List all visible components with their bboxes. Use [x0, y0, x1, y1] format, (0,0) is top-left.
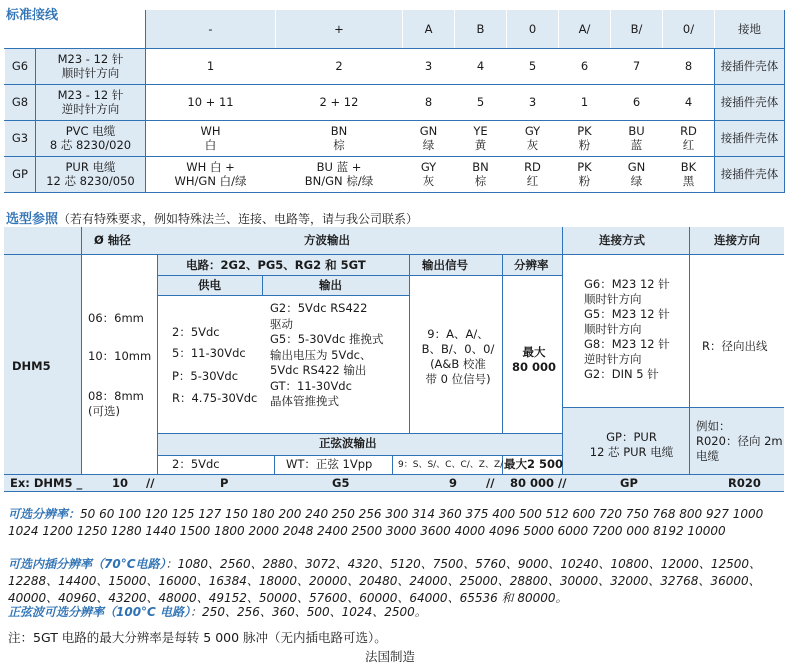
pin-cell: 4	[663, 84, 715, 120]
ground-cell: 接插件壳体	[715, 156, 785, 192]
example-cell: R020	[728, 476, 761, 490]
header-blank	[36, 10, 146, 48]
pin-cell: GN 绿	[611, 156, 663, 192]
header-connection-direction: 连接方向	[714, 233, 760, 247]
pin-cell: 8	[663, 48, 715, 84]
header-square-output: 方波输出	[304, 233, 350, 247]
header-shaft: Ø 轴径	[94, 233, 131, 247]
pin-cell: 5	[507, 48, 559, 84]
pin-cell: 8	[403, 84, 455, 120]
resolution-list	[8, 506, 783, 540]
sine-title: 正弦波输出	[319, 436, 377, 450]
sine-res-values: ：250、256、360、500、1024、2500。	[190, 605, 427, 619]
resolution-label: 可选分辨率：	[8, 507, 81, 521]
pin-cell: BN 棕	[276, 120, 403, 156]
interp-resolution-list	[8, 556, 783, 607]
selection-table	[4, 227, 784, 492]
row-code: G8	[5, 84, 36, 120]
resolution-values: 50 60 100 120 125 127 150 180 200 240 250 256 300 314 360 375 400 500 512 600 720 750 768 800 927 1000 1024 1200 1250 1280 1440 1500 1800 2000 2048 2400 2500 3000 3600 4000 4096 5000 6000 7200 000 8192 10000	[8, 507, 764, 538]
example-cell: 80 000 //	[510, 476, 567, 490]
header-cell: B/	[611, 10, 663, 48]
example-cell: //	[486, 476, 495, 490]
example-cell: P	[220, 476, 229, 490]
pin-cell: 1	[559, 84, 611, 120]
circuit-label: 电路：2G2、PG5、RG2 和 5GT	[186, 258, 366, 272]
wiring-table	[4, 10, 785, 193]
header-cell: B	[455, 10, 507, 48]
row-desc-line: M23 - 12 针	[57, 52, 124, 66]
row-desc-line: 逆时针方向	[61, 102, 120, 116]
header-cell: 0/	[663, 10, 715, 48]
example-cell: GP	[620, 476, 638, 490]
header-cell: A	[403, 10, 455, 48]
wiring-header-row	[5, 10, 785, 48]
connection-direction-option: R：径向出线	[702, 339, 768, 353]
pin-cell: 5	[455, 84, 507, 120]
ground-cell: 接插件壳体	[715, 120, 785, 156]
pin-cell: WH 白	[146, 120, 276, 156]
pin-cell: BN 棕	[455, 156, 507, 192]
wiring-row	[5, 120, 785, 156]
row-desc-line: 顺时针方向	[61, 66, 120, 80]
header-signal: 输出信号	[422, 258, 468, 272]
pin-cell: RD 红	[507, 156, 559, 192]
row-description	[36, 84, 146, 120]
pin-cell: BK 黑	[663, 156, 715, 192]
pin-cell: GY 灰	[507, 120, 559, 156]
pin-cell: 10 + 11	[146, 84, 276, 120]
pin-cell: BU 蓝	[611, 120, 663, 156]
header-resolution: 分辨率	[514, 258, 549, 272]
header-cell: 0	[507, 10, 559, 48]
shaft-option: 08：8mm (可选)	[88, 389, 144, 418]
row-desc-line: 12 芯 8230/050	[46, 174, 135, 188]
ground-cell: 接插件壳体	[715, 48, 785, 84]
header-cell: -	[146, 10, 276, 48]
row-description	[36, 120, 146, 156]
example-cell: Ex: DHM5 _	[10, 476, 83, 490]
signal-options: 9：A、A/、 B、B/、0、0/ (A&B 校准 带 0 位信号)	[421, 327, 495, 386]
connection-type-options: G6：M23 12 针 顺时针方向 G5：M23 12 针 顺时针方向 G8：M23 12 针 逆时针方向 G2：DIN 5 针	[584, 277, 670, 381]
pin-cell: 7	[611, 48, 663, 84]
sine-signal: 9：S、S/、C、C/、Z、Z/	[398, 460, 504, 470]
row-desc-line: PUR 电缆	[65, 160, 116, 174]
row-code: GP	[5, 156, 36, 192]
supply-option: 5：11-30Vdc	[172, 346, 246, 360]
row-code: G6	[5, 48, 36, 84]
header-output: 输出	[319, 278, 342, 292]
example-cell: G5	[332, 476, 350, 490]
shaft-option: 06：6mm	[88, 311, 144, 325]
pin-cell: RD 红	[663, 120, 715, 156]
pin-cell: 2 + 12	[276, 84, 403, 120]
sine-supply: 2：5Vdc	[172, 457, 220, 471]
row-description	[36, 48, 146, 84]
pin-cell: GN 绿	[403, 120, 455, 156]
selection-heading	[6, 208, 418, 227]
pin-cell: PK 粉	[559, 156, 611, 192]
row-code: G3	[5, 120, 36, 156]
pin-cell: 1	[146, 48, 276, 84]
row-desc-line: PVC 电缆	[65, 124, 116, 138]
pin-cell: WH 白 + WH/GN 白/绿	[146, 156, 276, 192]
pin-cell: 3	[507, 84, 559, 120]
made-in: 法国制造	[365, 649, 416, 664]
output-options: G2：5Vdc RS422 驱动 G5：5-30Vdc 推挽式 输出电压为 5Vdc、 5Vdc RS422 输出 GT：11-30Vdc 晶体管推挽式	[270, 301, 384, 408]
header-cell: A/	[559, 10, 611, 48]
pin-cell: 3	[403, 48, 455, 84]
pin-cell: GY 灰	[403, 156, 455, 192]
sine-resolution-list	[8, 604, 783, 621]
example-option: 例如： R020：径向 2m 电缆	[696, 419, 783, 463]
supply-option: P：5-30Vdc	[172, 369, 239, 383]
pin-cell: YE 黄	[455, 120, 507, 156]
pin-cell: 2	[276, 48, 403, 84]
wiring-row	[5, 48, 785, 84]
row-desc-line: 8 芯 8230/020	[49, 138, 132, 152]
pin-cell: PK 粉	[559, 120, 611, 156]
row-description	[36, 156, 146, 192]
header-blank	[5, 10, 36, 48]
example-cell: 10	[112, 476, 129, 490]
wiring-row	[5, 84, 785, 120]
header-connection-type: 连接方式	[599, 233, 645, 247]
pin-cell: 4	[455, 48, 507, 84]
row-desc-line: M23 - 12 针	[57, 88, 124, 102]
supply-option: 2：5Vdc	[172, 325, 220, 339]
interp-values: ：1080、2560、2880、3072、4320、5120、7500、5760、9000、10240、10800、12000、12500、12288、14400、15000、16000、16384、18000、20000、20480、24000、25000、28800、30000、32000、32768、36000、40000、40960、43200、48000、49152、50000、57600、60000、64000、65536 和 80000。	[8, 557, 762, 605]
example-cell: //	[146, 476, 155, 490]
shaft-option: 10：10mm	[88, 349, 152, 363]
sine-res-label: 正弦波可选分辨率（100°C 电路）	[8, 605, 191, 619]
wiring-title: 标准接线	[6, 8, 59, 23]
pin-cell: 6	[559, 48, 611, 84]
header-supply: 供电	[198, 278, 221, 292]
ground-cell: 接插件壳体	[715, 84, 785, 120]
sine-resolution: 最大2 500	[504, 457, 564, 471]
example-cell: 9	[449, 476, 458, 490]
header-cell: +	[276, 10, 403, 48]
supply-option: R：4.75-30Vdc	[172, 391, 258, 405]
selection-title: 选型参照	[6, 212, 59, 227]
header-cell: 接地	[715, 10, 785, 48]
resolution-max: 最大 80 000	[511, 345, 556, 374]
note: 注：5GT 电路的最大分辨率是每转 5 000 脉冲（无内插电路可选）。	[8, 630, 387, 645]
gp-option: GP：PUR 12 芯 PUR 电缆	[589, 430, 674, 459]
interp-label: 可选内插分辨率（70°C电路）	[8, 557, 166, 571]
sine-output: WT：正弦 1Vpp	[286, 457, 373, 471]
wiring-row	[5, 156, 785, 192]
pin-cell: BU 蓝 + BN/GN 棕/绿	[276, 156, 403, 192]
model-code: DHM5	[12, 359, 51, 373]
pin-cell: 6	[611, 84, 663, 120]
selection-subtitle: （若有特殊要求，例如特殊法兰、连接、电路等，请与我公司联系）	[58, 212, 419, 226]
